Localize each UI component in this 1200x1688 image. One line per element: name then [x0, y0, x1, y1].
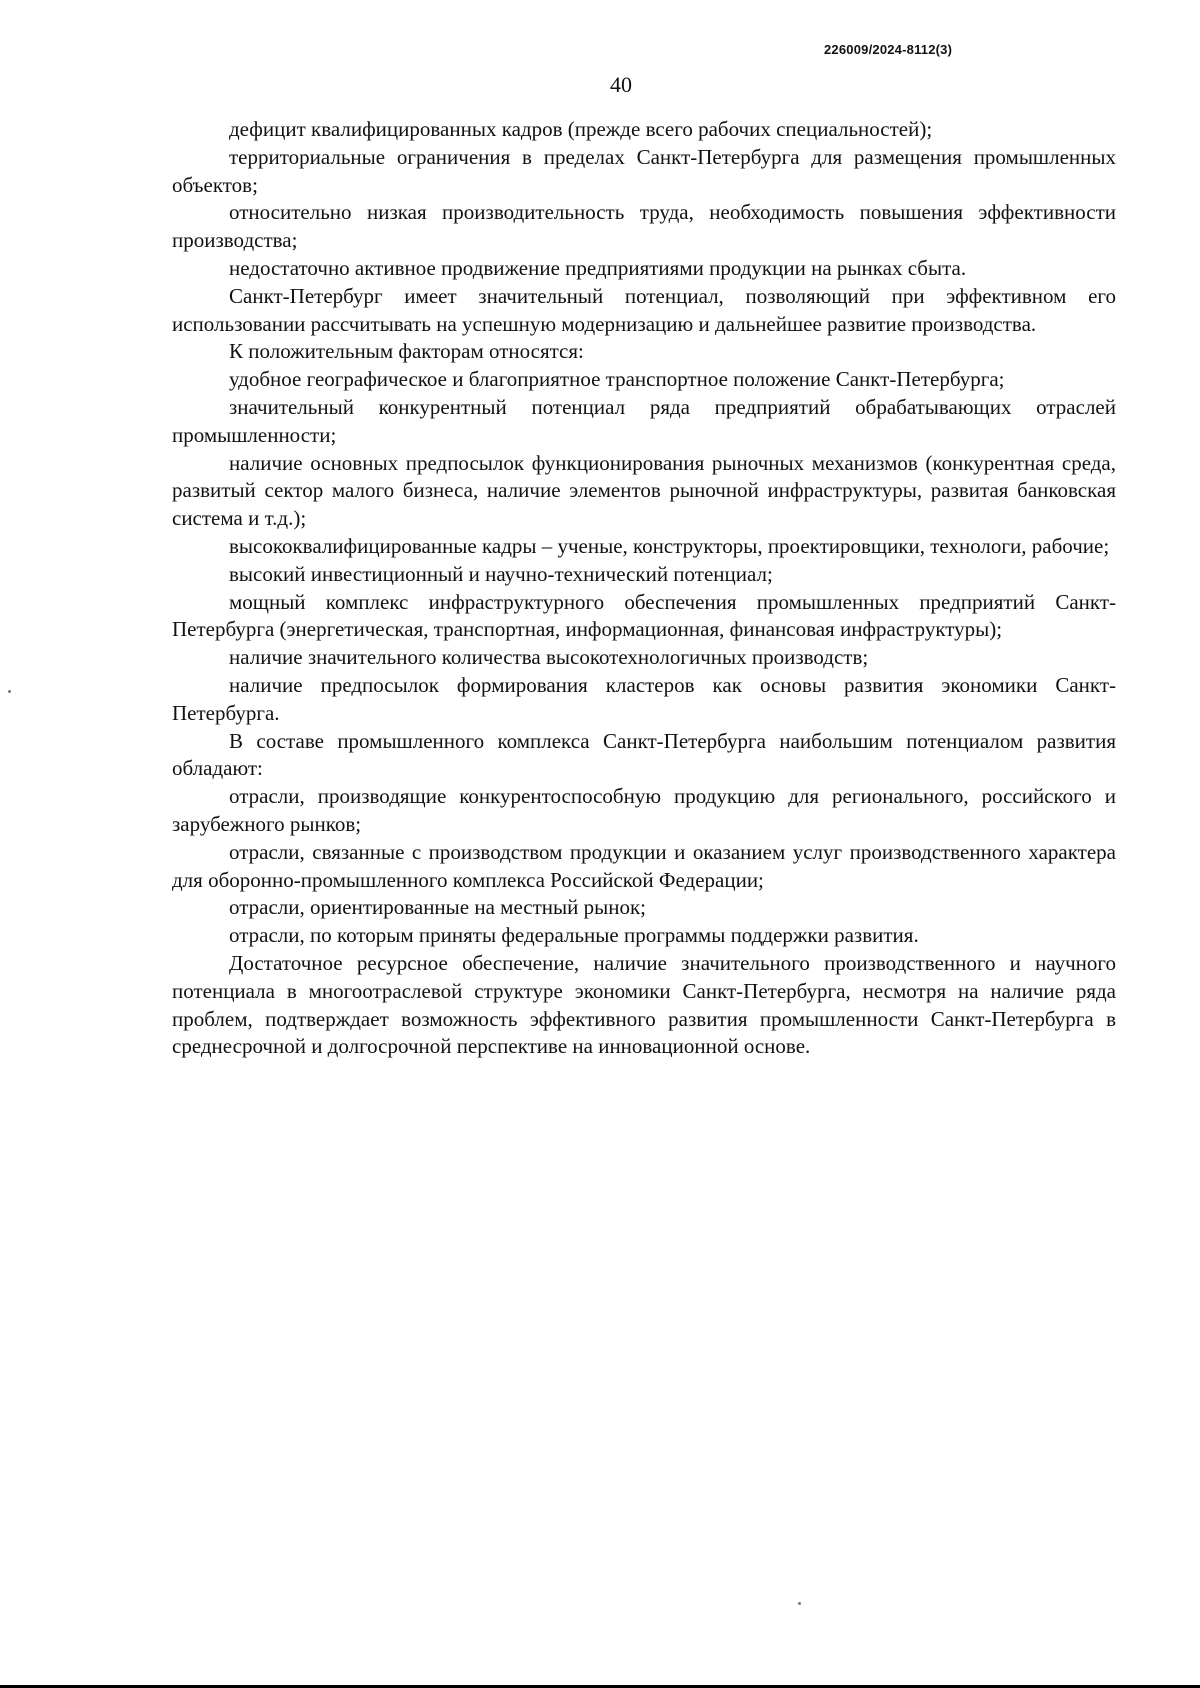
- page-number: 40: [610, 72, 632, 97]
- paragraph-7: удобное географическое и благоприятное транспортное положение Санкт-Петербурга;: [229, 367, 1005, 392]
- paragraph-1: дефицит квалифицированных кадров (прежде всего рабочих специальностей);: [229, 117, 933, 141]
- paragraph-16: отрасли, производящие конкурентоспособную продукцию для регионального, российского и зарубежного рынков;: [172, 784, 1116, 836]
- paragraph-9: наличие основных предпосылок функционирования рыночных механизмов (конкурентная среда, развитый сектор малого бизнеса, наличие элементов рыночной инфраструктуры, развитая банковская система и т.д.);: [172, 450, 1116, 531]
- paragraph-14: наличие предпосылок формирования кластеров как основы развития экономики Санкт-Петербурга.: [172, 672, 1116, 725]
- paragraph-17: отрасли, связанные с производством продукции и оказанием услуг производственного характера для оборонно-промышленного комплекса Российской Федерации;: [172, 839, 1116, 892]
- scan-artifact: [8, 690, 11, 693]
- document-registration-number: 226009/2024-8112(3): [824, 42, 953, 57]
- paragraph-11: высокий инвестиционный и научно-технический потенциал;: [229, 561, 773, 586]
- paragraph-20: Достаточное ресурсное обеспечение, наличие значительного производственного и научного потенциала в многоотраслевой структуре экономики Санкт-Петербурга, несмотря на наличие ряда проблем, подтверждает возможность эффективного развития промышленности Санкт-Петербурга в среднесрочной и долгосрочной перспективе на инновационной основе.: [172, 950, 1116, 1059]
- paragraph-18: отрасли, ориентированные на местный рынок;: [229, 895, 647, 920]
- document-body: [172, 116, 1116, 1061]
- paragraph-10: высококвалифицированные кадры – ученые, конструкторы, проектировщики, технологи, рабочие;: [229, 533, 1110, 558]
- paragraph-6: К положительным факторам относятся:: [229, 339, 584, 364]
- paragraph-5: Санкт-Петербург имеет значительный потенциал, позволяющий при эффективном его использовании рассчитывать на успешную модернизацию и дальнейшее развитие производства.: [172, 283, 1116, 336]
- paragraph-15: В составе промышленного комплекса Санкт-Петербурга наибольшим потенциалом развития обладают:: [172, 728, 1116, 781]
- paragraph-12: мощный комплекс инфраструктурного обеспечения промышленных предприятий Санкт-Петербурга (энергетическая, транспортная, информационная, финансовая инфраструктуры);: [172, 589, 1116, 642]
- paragraph-4: недостаточно активное продвижение предприятиями продукции на рынках сбыта.: [229, 255, 967, 280]
- paragraph-3: относительно низкая производительность труда, необходимость повышения эффективности производства;: [172, 200, 1116, 253]
- scan-artifact: [798, 1602, 801, 1605]
- paragraph-2: территориальные ограничения в пределах Санкт-Петербурга для размещения промышленных объектов;: [172, 144, 1116, 197]
- paragraph-19: отрасли, по которым приняты федеральные программы поддержки развития.: [229, 923, 919, 948]
- paragraph-8: значительный конкурентный потенциал ряда предприятий обрабатывающих отраслей промышленности;: [172, 394, 1116, 447]
- paragraph-13: наличие значительного количества высокотехнологичных производств;: [229, 645, 869, 670]
